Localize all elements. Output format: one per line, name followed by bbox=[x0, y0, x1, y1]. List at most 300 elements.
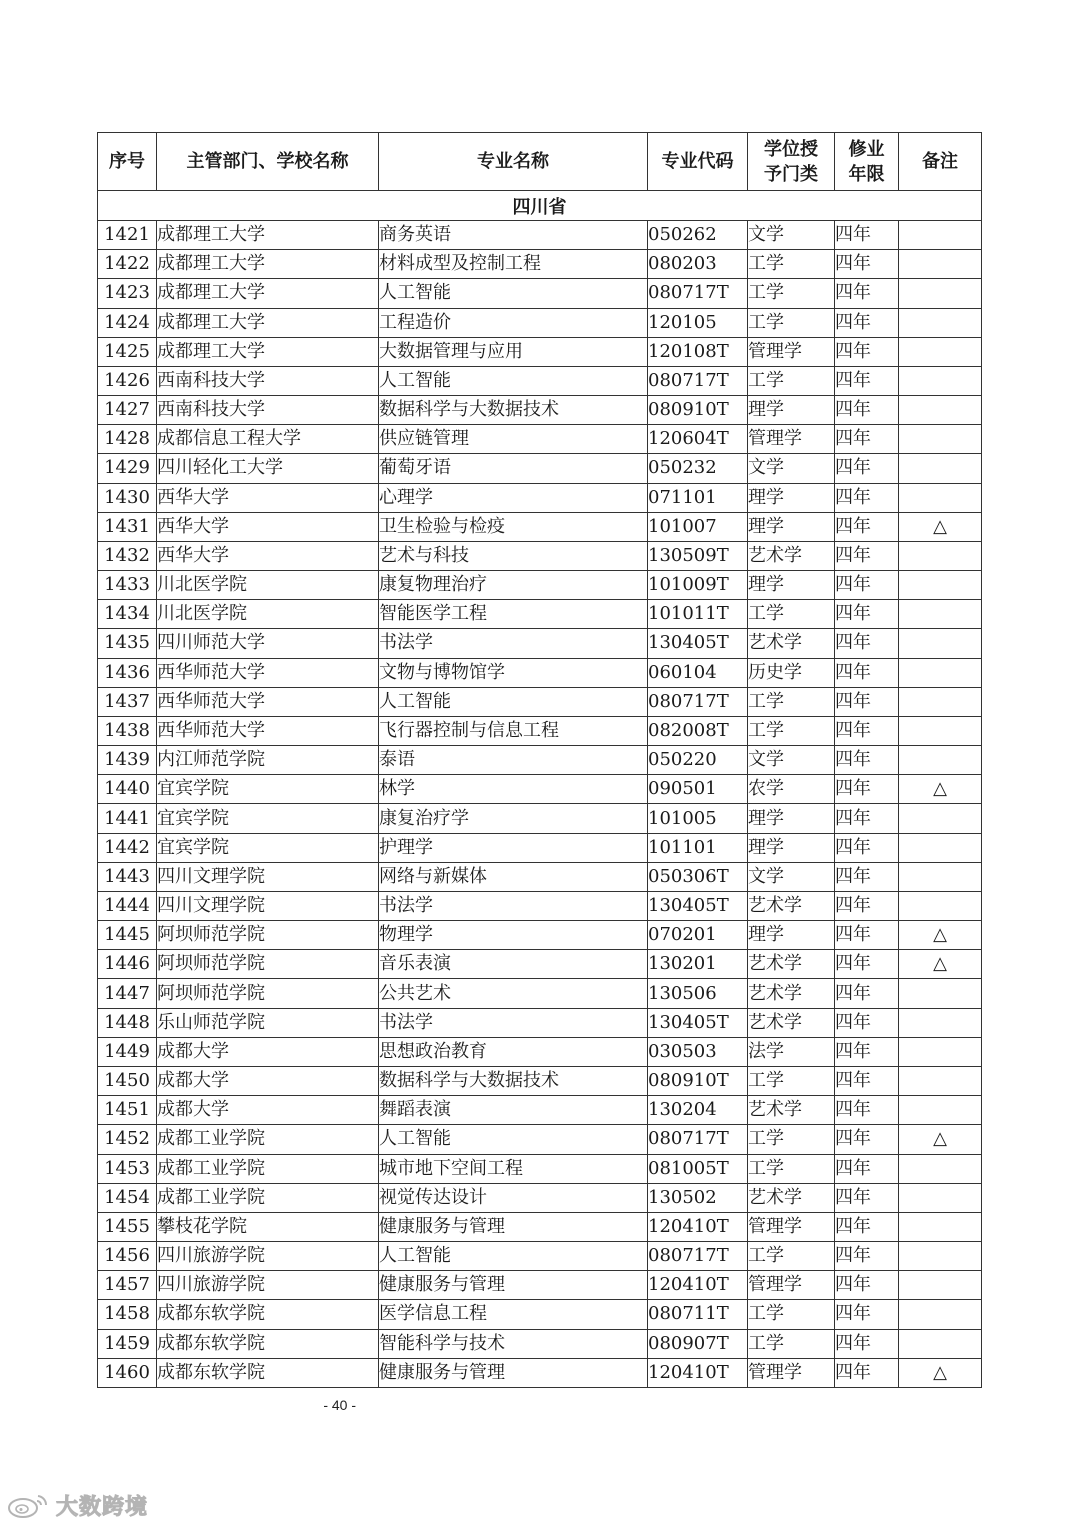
cell-years: 四年 bbox=[835, 512, 899, 541]
cell-code: 080910T bbox=[648, 396, 748, 425]
cell-major: 人工智能 bbox=[379, 1242, 648, 1271]
cell-code: 081005T bbox=[648, 1154, 748, 1183]
cell-seq: 1455 bbox=[98, 1212, 157, 1241]
cell-code: 120105 bbox=[648, 308, 748, 337]
cell-seq: 1426 bbox=[98, 366, 157, 395]
majors-table bbox=[97, 132, 982, 1388]
cell-note bbox=[899, 425, 982, 454]
cell-degree: 理学 bbox=[748, 512, 835, 541]
cell-major: 书法学 bbox=[379, 891, 648, 920]
cell-degree: 艺术学 bbox=[748, 979, 835, 1008]
cell-seq: 1456 bbox=[98, 1242, 157, 1271]
cell-seq: 1447 bbox=[98, 979, 157, 1008]
cell-note bbox=[899, 250, 982, 279]
cell-major: 音乐表演 bbox=[379, 950, 648, 979]
cell-major: 供应链管理 bbox=[379, 425, 648, 454]
cell-degree: 工学 bbox=[748, 308, 835, 337]
cell-note bbox=[899, 716, 982, 745]
cell-school: 西华大学 bbox=[157, 483, 379, 512]
cell-years: 四年 bbox=[835, 1242, 899, 1271]
cell-years: 四年 bbox=[835, 1037, 899, 1066]
cell-seq: 1457 bbox=[98, 1271, 157, 1300]
header-school: 主管部门、学校名称 bbox=[157, 133, 379, 191]
table-row bbox=[98, 1008, 982, 1037]
table-row bbox=[98, 512, 982, 541]
cell-major: 数据科学与大数据技术 bbox=[379, 396, 648, 425]
cell-major: 数据科学与大数据技术 bbox=[379, 1066, 648, 1095]
cell-years: 四年 bbox=[835, 1008, 899, 1037]
cell-seq: 1459 bbox=[98, 1329, 157, 1358]
cell-seq: 1446 bbox=[98, 950, 157, 979]
cell-school: 宜宾学院 bbox=[157, 833, 379, 862]
cell-note bbox=[899, 746, 982, 775]
table-row bbox=[98, 250, 982, 279]
cell-school: 成都东软学院 bbox=[157, 1329, 379, 1358]
cell-seq: 1436 bbox=[98, 658, 157, 687]
cell-code: 080717T bbox=[648, 279, 748, 308]
province-name: 四川省 bbox=[98, 191, 982, 221]
cell-school: 成都工业学院 bbox=[157, 1125, 379, 1154]
table-row bbox=[98, 1037, 982, 1066]
table-row bbox=[98, 1183, 982, 1212]
cell-degree: 管理学 bbox=[748, 1271, 835, 1300]
cell-note: △ bbox=[899, 512, 982, 541]
cell-note bbox=[899, 1183, 982, 1212]
cell-code: 120410T bbox=[648, 1358, 748, 1387]
table-row bbox=[98, 862, 982, 891]
cell-degree: 管理学 bbox=[748, 1212, 835, 1241]
cell-code: 082008T bbox=[648, 716, 748, 745]
cell-years: 四年 bbox=[835, 1212, 899, 1241]
cell-degree: 艺术学 bbox=[748, 541, 835, 570]
table-row bbox=[98, 1096, 982, 1125]
cell-school: 四川旅游学院 bbox=[157, 1242, 379, 1271]
cell-degree: 艺术学 bbox=[748, 629, 835, 658]
cell-seq: 1428 bbox=[98, 425, 157, 454]
cell-note bbox=[899, 279, 982, 308]
cell-major: 人工智能 bbox=[379, 1125, 648, 1154]
cell-note bbox=[899, 1271, 982, 1300]
cell-years: 四年 bbox=[835, 1154, 899, 1183]
cell-school: 成都理工大学 bbox=[157, 337, 379, 366]
cell-seq: 1458 bbox=[98, 1300, 157, 1329]
table-row bbox=[98, 716, 982, 745]
cell-degree: 管理学 bbox=[748, 425, 835, 454]
cell-school: 四川文理学院 bbox=[157, 862, 379, 891]
cell-seq: 1442 bbox=[98, 833, 157, 862]
cell-degree: 文学 bbox=[748, 221, 835, 250]
cell-degree: 工学 bbox=[748, 1329, 835, 1358]
cell-school: 成都东软学院 bbox=[157, 1358, 379, 1387]
table-row bbox=[98, 366, 982, 395]
cell-major: 健康服务与管理 bbox=[379, 1358, 648, 1387]
cell-code: 130201 bbox=[648, 950, 748, 979]
cell-years: 四年 bbox=[835, 658, 899, 687]
cell-years: 四年 bbox=[835, 1066, 899, 1095]
cell-degree: 管理学 bbox=[748, 337, 835, 366]
cell-degree: 文学 bbox=[748, 862, 835, 891]
table-row bbox=[98, 833, 982, 862]
table-row bbox=[98, 1066, 982, 1095]
table-row bbox=[98, 1154, 982, 1183]
cell-code: 101011T bbox=[648, 600, 748, 629]
cell-major: 林学 bbox=[379, 775, 648, 804]
table-row bbox=[98, 1329, 982, 1358]
cell-note bbox=[899, 1154, 982, 1183]
cell-years: 四年 bbox=[835, 804, 899, 833]
header-degree bbox=[748, 133, 835, 191]
cell-note bbox=[899, 804, 982, 833]
cell-major: 医学信息工程 bbox=[379, 1300, 648, 1329]
cell-major: 飞行器控制与信息工程 bbox=[379, 716, 648, 745]
cell-degree: 艺术学 bbox=[748, 1008, 835, 1037]
cell-note bbox=[899, 600, 982, 629]
cell-seq: 1422 bbox=[98, 250, 157, 279]
cell-years: 四年 bbox=[835, 1271, 899, 1300]
cell-seq: 1443 bbox=[98, 862, 157, 891]
cell-major: 物理学 bbox=[379, 921, 648, 950]
header-code: 专业代码 bbox=[648, 133, 748, 191]
cell-seq: 1423 bbox=[98, 279, 157, 308]
table-row bbox=[98, 1212, 982, 1241]
cell-code: 130405T bbox=[648, 1008, 748, 1037]
cell-code: 080203 bbox=[648, 250, 748, 279]
cell-years: 四年 bbox=[835, 921, 899, 950]
cell-years: 四年 bbox=[835, 250, 899, 279]
cell-seq: 1445 bbox=[98, 921, 157, 950]
table-row bbox=[98, 950, 982, 979]
table-row bbox=[98, 308, 982, 337]
cell-degree: 法学 bbox=[748, 1037, 835, 1066]
cell-code: 080717T bbox=[648, 366, 748, 395]
cell-note bbox=[899, 571, 982, 600]
cell-degree: 理学 bbox=[748, 571, 835, 600]
cell-years: 四年 bbox=[835, 1125, 899, 1154]
cell-seq: 1435 bbox=[98, 629, 157, 658]
cell-years: 四年 bbox=[835, 600, 899, 629]
weibo-logo-icon bbox=[6, 1493, 50, 1519]
cell-degree: 艺术学 bbox=[748, 950, 835, 979]
table-row bbox=[98, 571, 982, 600]
cell-note bbox=[899, 1008, 982, 1037]
cell-code: 101009T bbox=[648, 571, 748, 600]
cell-school: 成都大学 bbox=[157, 1037, 379, 1066]
table-row bbox=[98, 396, 982, 425]
cell-code: 080910T bbox=[648, 1066, 748, 1095]
cell-major: 艺术与科技 bbox=[379, 541, 648, 570]
cell-major: 智能医学工程 bbox=[379, 600, 648, 629]
cell-major: 康复治疗学 bbox=[379, 804, 648, 833]
cell-school: 成都信息工程大学 bbox=[157, 425, 379, 454]
cell-seq: 1441 bbox=[98, 804, 157, 833]
cell-code: 050232 bbox=[648, 454, 748, 483]
cell-years: 四年 bbox=[835, 221, 899, 250]
cell-degree: 工学 bbox=[748, 279, 835, 308]
cell-seq: 1444 bbox=[98, 891, 157, 920]
table-row bbox=[98, 221, 982, 250]
cell-code: 030503 bbox=[648, 1037, 748, 1066]
table-row bbox=[98, 483, 982, 512]
table-row bbox=[98, 804, 982, 833]
cell-seq: 1453 bbox=[98, 1154, 157, 1183]
cell-note bbox=[899, 629, 982, 658]
cell-code: 130506 bbox=[648, 979, 748, 1008]
cell-school: 内江师范学院 bbox=[157, 746, 379, 775]
cell-major: 心理学 bbox=[379, 483, 648, 512]
cell-code: 080717T bbox=[648, 687, 748, 716]
cell-note bbox=[899, 1300, 982, 1329]
cell-seq: 1454 bbox=[98, 1183, 157, 1212]
cell-major: 材料成型及控制工程 bbox=[379, 250, 648, 279]
cell-note bbox=[899, 1242, 982, 1271]
cell-note bbox=[899, 658, 982, 687]
cell-school: 四川旅游学院 bbox=[157, 1271, 379, 1300]
cell-school: 成都大学 bbox=[157, 1066, 379, 1095]
cell-school: 乐山师范学院 bbox=[157, 1008, 379, 1037]
cell-degree: 历史学 bbox=[748, 658, 835, 687]
cell-school: 成都大学 bbox=[157, 1096, 379, 1125]
cell-school: 西华师范大学 bbox=[157, 687, 379, 716]
cell-degree: 艺术学 bbox=[748, 891, 835, 920]
cell-note bbox=[899, 862, 982, 891]
cell-seq: 1439 bbox=[98, 746, 157, 775]
cell-major: 书法学 bbox=[379, 1008, 648, 1037]
cell-years: 四年 bbox=[835, 1300, 899, 1329]
cell-school: 宜宾学院 bbox=[157, 804, 379, 833]
cell-years: 四年 bbox=[835, 366, 899, 395]
cell-code: 120410T bbox=[648, 1271, 748, 1300]
cell-school: 宜宾学院 bbox=[157, 775, 379, 804]
cell-note bbox=[899, 1212, 982, 1241]
cell-degree: 工学 bbox=[748, 600, 835, 629]
cell-note bbox=[899, 1096, 982, 1125]
cell-seq: 1421 bbox=[98, 221, 157, 250]
cell-seq: 1449 bbox=[98, 1037, 157, 1066]
cell-major: 商务英语 bbox=[379, 221, 648, 250]
cell-years: 四年 bbox=[835, 979, 899, 1008]
header-degree-label: 学位授予门类 bbox=[764, 138, 818, 185]
cell-major: 葡萄牙语 bbox=[379, 454, 648, 483]
cell-major: 视觉传达设计 bbox=[379, 1183, 648, 1212]
cell-major: 护理学 bbox=[379, 833, 648, 862]
cell-degree: 工学 bbox=[748, 366, 835, 395]
header-major: 专业名称 bbox=[379, 133, 648, 191]
cell-seq: 1431 bbox=[98, 512, 157, 541]
cell-degree: 工学 bbox=[748, 250, 835, 279]
cell-seq: 1429 bbox=[98, 454, 157, 483]
cell-major: 文物与博物馆学 bbox=[379, 658, 648, 687]
cell-major: 城市地下空间工程 bbox=[379, 1154, 648, 1183]
cell-years: 四年 bbox=[835, 1096, 899, 1125]
cell-degree: 管理学 bbox=[748, 1358, 835, 1387]
cell-major: 大数据管理与应用 bbox=[379, 337, 648, 366]
cell-years: 四年 bbox=[835, 687, 899, 716]
cell-code: 050306T bbox=[648, 862, 748, 891]
cell-note bbox=[899, 221, 982, 250]
table-row bbox=[98, 746, 982, 775]
cell-seq: 1433 bbox=[98, 571, 157, 600]
cell-school: 西华大学 bbox=[157, 512, 379, 541]
cell-major: 书法学 bbox=[379, 629, 648, 658]
cell-note bbox=[899, 1037, 982, 1066]
cell-school: 成都东软学院 bbox=[157, 1300, 379, 1329]
cell-code: 050220 bbox=[648, 746, 748, 775]
cell-degree: 艺术学 bbox=[748, 1183, 835, 1212]
cell-code: 071101 bbox=[648, 483, 748, 512]
cell-code: 101101 bbox=[648, 833, 748, 862]
cell-major: 健康服务与管理 bbox=[379, 1212, 648, 1241]
cell-seq: 1450 bbox=[98, 1066, 157, 1095]
cell-note bbox=[899, 337, 982, 366]
table-body bbox=[98, 221, 982, 1388]
cell-years: 四年 bbox=[835, 571, 899, 600]
table-row bbox=[98, 629, 982, 658]
cell-degree: 理学 bbox=[748, 483, 835, 512]
cell-school: 西华大学 bbox=[157, 541, 379, 570]
cell-degree: 工学 bbox=[748, 1154, 835, 1183]
header-seq: 序号 bbox=[98, 133, 157, 191]
cell-years: 四年 bbox=[835, 396, 899, 425]
table-row bbox=[98, 1125, 982, 1154]
cell-code: 080717T bbox=[648, 1242, 748, 1271]
cell-note bbox=[899, 979, 982, 1008]
cell-school: 成都工业学院 bbox=[157, 1183, 379, 1212]
cell-degree: 理学 bbox=[748, 833, 835, 862]
cell-code: 120410T bbox=[648, 1212, 748, 1241]
cell-degree: 工学 bbox=[748, 1066, 835, 1095]
cell-school: 西南科技大学 bbox=[157, 396, 379, 425]
cell-code: 130509T bbox=[648, 541, 748, 570]
cell-years: 四年 bbox=[835, 483, 899, 512]
table-row bbox=[98, 337, 982, 366]
cell-school: 西华师范大学 bbox=[157, 658, 379, 687]
cell-major: 舞蹈表演 bbox=[379, 1096, 648, 1125]
cell-note bbox=[899, 396, 982, 425]
cell-degree: 艺术学 bbox=[748, 1096, 835, 1125]
cell-note bbox=[899, 1066, 982, 1095]
cell-years: 四年 bbox=[835, 862, 899, 891]
table-row bbox=[98, 891, 982, 920]
cell-code: 060104 bbox=[648, 658, 748, 687]
cell-years: 四年 bbox=[835, 454, 899, 483]
page-number: - 40 - bbox=[323, 1397, 356, 1413]
cell-note bbox=[899, 687, 982, 716]
header-note: 备注 bbox=[899, 133, 982, 191]
cell-school: 成都理工大学 bbox=[157, 221, 379, 250]
cell-degree: 文学 bbox=[748, 746, 835, 775]
table-row bbox=[98, 600, 982, 629]
cell-degree: 理学 bbox=[748, 921, 835, 950]
cell-code: 120604T bbox=[648, 425, 748, 454]
cell-seq: 1427 bbox=[98, 396, 157, 425]
cell-years: 四年 bbox=[835, 337, 899, 366]
cell-major: 网络与新媒体 bbox=[379, 862, 648, 891]
cell-seq: 1437 bbox=[98, 687, 157, 716]
cell-seq: 1432 bbox=[98, 541, 157, 570]
header-years-label: 修业年限 bbox=[848, 138, 885, 185]
cell-degree: 工学 bbox=[748, 1125, 835, 1154]
cell-school: 阿坝师范学院 bbox=[157, 950, 379, 979]
table-row bbox=[98, 425, 982, 454]
cell-code: 120108T bbox=[648, 337, 748, 366]
watermark bbox=[6, 1490, 148, 1521]
table-row bbox=[98, 1271, 982, 1300]
cell-degree: 工学 bbox=[748, 687, 835, 716]
cell-seq: 1448 bbox=[98, 1008, 157, 1037]
cell-note bbox=[899, 483, 982, 512]
cell-years: 四年 bbox=[835, 1329, 899, 1358]
table-row bbox=[98, 775, 982, 804]
cell-years: 四年 bbox=[835, 1183, 899, 1212]
cell-major: 康复物理治疗 bbox=[379, 571, 648, 600]
cell-school: 四川文理学院 bbox=[157, 891, 379, 920]
table-row bbox=[98, 1242, 982, 1271]
cell-code: 080717T bbox=[648, 1125, 748, 1154]
cell-seq: 1440 bbox=[98, 775, 157, 804]
cell-school: 西华师范大学 bbox=[157, 716, 379, 745]
header-years bbox=[835, 133, 899, 191]
cell-major: 卫生检验与检疫 bbox=[379, 512, 648, 541]
table-row bbox=[98, 454, 982, 483]
cell-seq: 1430 bbox=[98, 483, 157, 512]
cell-note: △ bbox=[899, 775, 982, 804]
cell-major: 健康服务与管理 bbox=[379, 1271, 648, 1300]
cell-note bbox=[899, 891, 982, 920]
table-row bbox=[98, 1300, 982, 1329]
cell-years: 四年 bbox=[835, 746, 899, 775]
cell-years: 四年 bbox=[835, 950, 899, 979]
watermark-text: 大数跨境 bbox=[56, 1495, 149, 1520]
table-row bbox=[98, 541, 982, 570]
cell-code: 080711T bbox=[648, 1300, 748, 1329]
cell-years: 四年 bbox=[835, 891, 899, 920]
cell-school: 阿坝师范学院 bbox=[157, 979, 379, 1008]
cell-seq: 1452 bbox=[98, 1125, 157, 1154]
cell-major: 智能科学与技术 bbox=[379, 1329, 648, 1358]
cell-code: 130405T bbox=[648, 629, 748, 658]
table-row bbox=[98, 687, 982, 716]
cell-code: 101005 bbox=[648, 804, 748, 833]
cell-major: 人工智能 bbox=[379, 687, 648, 716]
cell-note bbox=[899, 1329, 982, 1358]
cell-school: 四川师范大学 bbox=[157, 629, 379, 658]
cell-years: 四年 bbox=[835, 541, 899, 570]
cell-major: 人工智能 bbox=[379, 366, 648, 395]
cell-code: 080907T bbox=[648, 1329, 748, 1358]
cell-school: 阿坝师范学院 bbox=[157, 921, 379, 950]
cell-note bbox=[899, 541, 982, 570]
cell-school: 成都理工大学 bbox=[157, 308, 379, 337]
cell-years: 四年 bbox=[835, 629, 899, 658]
table-row bbox=[98, 279, 982, 308]
cell-code: 130405T bbox=[648, 891, 748, 920]
cell-code: 130204 bbox=[648, 1096, 748, 1125]
cell-school: 成都理工大学 bbox=[157, 279, 379, 308]
cell-seq: 1438 bbox=[98, 716, 157, 745]
cell-years: 四年 bbox=[835, 716, 899, 745]
cell-school: 川北医学院 bbox=[157, 571, 379, 600]
cell-seq: 1434 bbox=[98, 600, 157, 629]
province-row bbox=[98, 191, 982, 221]
cell-major: 人工智能 bbox=[379, 279, 648, 308]
cell-degree: 文学 bbox=[748, 454, 835, 483]
cell-major: 工程造价 bbox=[379, 308, 648, 337]
cell-code: 101007 bbox=[648, 512, 748, 541]
cell-years: 四年 bbox=[835, 1358, 899, 1387]
cell-school: 西南科技大学 bbox=[157, 366, 379, 395]
cell-note: △ bbox=[899, 1358, 982, 1387]
cell-note: △ bbox=[899, 950, 982, 979]
